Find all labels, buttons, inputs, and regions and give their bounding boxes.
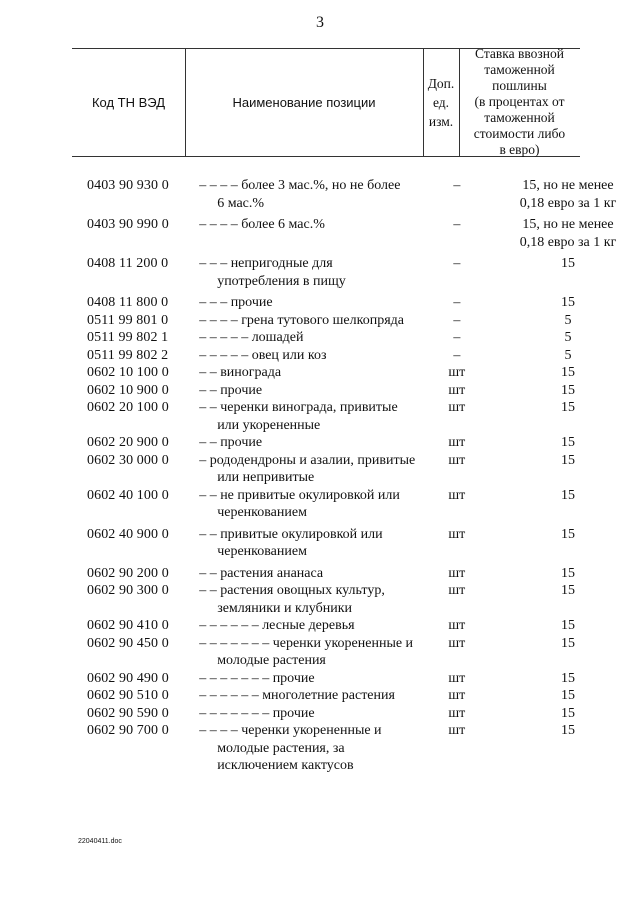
table-row xyxy=(0,687,640,705)
row-name-line-2: 6 мас.% xyxy=(217,195,265,211)
table-row xyxy=(0,399,640,434)
row-name-line-2: молодые растения xyxy=(217,653,326,668)
row-name-line-1: – – – – – – лесные деревья xyxy=(199,618,355,633)
table-row xyxy=(0,434,640,452)
row-code: 0602 40 100 0 xyxy=(87,487,169,503)
row-name xyxy=(199,255,417,290)
table-row xyxy=(0,216,640,251)
row-rate xyxy=(496,312,640,330)
row-rate xyxy=(496,635,640,670)
row-rate xyxy=(496,670,640,688)
row-name-line-1: – – растения ананаса xyxy=(199,565,324,581)
row-name-line-2: молодые растения, за xyxy=(217,740,345,756)
row-name-line-3: исключением кактусов xyxy=(217,758,354,773)
row-name xyxy=(199,670,417,688)
row-rate xyxy=(496,382,640,400)
table-row xyxy=(0,635,640,670)
row-code: 0602 10 100 0 xyxy=(87,365,169,380)
header-unit xyxy=(423,48,459,156)
row-rate xyxy=(496,177,640,212)
row-rate-line-1: 15 xyxy=(561,256,576,271)
row-rate-line-1: 15 xyxy=(561,400,576,415)
row-rate-line-1: 15, но не менее xyxy=(522,217,614,232)
row-rate xyxy=(496,705,640,723)
row-rate xyxy=(496,294,640,312)
row-name xyxy=(199,452,417,487)
row-rate-line-1: 15 xyxy=(561,295,576,310)
table-row xyxy=(0,617,640,635)
row-name-line-2: или укорененные xyxy=(217,417,321,433)
row-rate-line-1: 15 xyxy=(561,583,576,598)
row-unit: шт xyxy=(448,670,466,686)
row-unit: – xyxy=(453,256,461,271)
table-row xyxy=(0,565,640,583)
row-name-line-1: – – растения овощных культур, xyxy=(199,583,385,598)
row-unit: шт xyxy=(448,382,466,398)
header-rate-line-2: таможенной xyxy=(484,62,555,77)
row-rate xyxy=(496,255,640,290)
row-name xyxy=(199,364,417,382)
row-unit: шт xyxy=(448,400,466,415)
row-code: 0602 90 300 0 xyxy=(87,583,169,598)
row-unit: – xyxy=(453,330,461,345)
row-rate xyxy=(496,452,640,487)
row-name-line-2: черенкованием xyxy=(217,505,307,520)
row-unit: – xyxy=(453,312,461,328)
row-name-line-1: – – – – – лошадей xyxy=(199,330,304,345)
row-name-line-2: или непривитые xyxy=(217,470,315,485)
row-unit: шт xyxy=(448,452,466,468)
header-name: Наименование позиции xyxy=(232,94,376,110)
row-unit: шт xyxy=(448,688,466,703)
table-row xyxy=(0,582,640,617)
row-rate-line-1: 15, но не менее xyxy=(522,178,614,193)
row-rate xyxy=(496,487,640,522)
row-name-line-2: употребления в пищу xyxy=(217,273,346,289)
row-name xyxy=(199,382,417,400)
row-code: 0408 11 200 0 xyxy=(87,256,169,271)
row-rate-line-1: 15 xyxy=(561,635,576,651)
row-unit: шт xyxy=(448,705,466,721)
row-rate-line-1: 15 xyxy=(561,705,576,721)
row-name-line-1: – – – – – – многолетние растения xyxy=(199,688,395,703)
table-row xyxy=(0,382,640,400)
row-code: 0408 11 800 0 xyxy=(87,295,169,310)
row-code: 0602 90 410 0 xyxy=(87,618,169,633)
row-name-line-1: – – – – – – – черенки укорененные и xyxy=(199,635,414,651)
header-unit-line-2: ед. xyxy=(432,94,450,110)
row-rate-line-1: 15 xyxy=(561,435,576,450)
table-row xyxy=(0,364,640,382)
row-name-line-1: – – – – – овец или коз xyxy=(199,347,327,363)
row-name-line-1: – – – – более 3 мас.%, но не более xyxy=(199,178,401,193)
header-rate-line-4: (в процентах от xyxy=(474,94,565,109)
row-unit: – xyxy=(453,217,461,232)
row-name xyxy=(199,617,417,635)
row-name xyxy=(199,329,417,347)
tariff-table xyxy=(0,177,640,775)
table-row xyxy=(0,722,640,775)
row-rate xyxy=(496,565,640,583)
row-name xyxy=(199,434,417,452)
row-code: 0602 30 000 0 xyxy=(87,452,169,468)
row-unit: шт xyxy=(448,618,466,633)
row-code: 0602 20 900 0 xyxy=(87,435,169,450)
row-code: 0602 90 590 0 xyxy=(87,705,169,721)
header-rate xyxy=(459,48,580,156)
table-row xyxy=(0,294,640,312)
row-name xyxy=(199,526,417,561)
row-name-line-2: черенкованием xyxy=(217,544,307,559)
row-rate-line-1: 5 xyxy=(564,347,572,363)
row-name-line-1: – – не привитые окулировкой или xyxy=(199,487,400,503)
table-row xyxy=(0,487,640,522)
row-rate xyxy=(496,526,640,561)
table-row xyxy=(0,255,640,290)
row-code: 0602 20 100 0 xyxy=(87,400,169,415)
table-row xyxy=(0,705,640,723)
row-code: 0511 99 801 0 xyxy=(87,312,169,328)
row-code: 0602 40 900 0 xyxy=(87,526,169,542)
row-code: 0403 90 990 0 xyxy=(87,217,169,232)
row-rate xyxy=(496,617,640,635)
row-rate xyxy=(496,216,640,251)
header-rate-line-6: стоимости либо xyxy=(473,126,566,141)
table-row xyxy=(0,347,640,365)
row-rate xyxy=(496,434,640,452)
row-code: 0511 99 802 2 xyxy=(87,347,169,363)
row-rate xyxy=(496,582,640,617)
row-unit: шт xyxy=(448,365,466,380)
row-unit: шт xyxy=(448,635,466,651)
row-rate-line-1: 15 xyxy=(561,487,576,503)
row-unit: – xyxy=(453,295,461,310)
row-name-line-1: – – – прочие xyxy=(199,295,273,310)
row-rate-line-2: 0,18 евро за 1 кг xyxy=(519,195,617,211)
row-name-line-1: – – – – – – – прочие xyxy=(199,670,315,686)
row-unit: шт xyxy=(448,583,466,598)
row-name xyxy=(199,705,417,723)
row-name xyxy=(199,177,417,212)
page-number: 3 xyxy=(316,14,324,31)
row-name xyxy=(199,399,417,434)
row-rate xyxy=(496,722,640,775)
row-unit: шт xyxy=(448,565,466,581)
row-rate-line-1: 15 xyxy=(561,365,576,380)
row-rate-line-1: 15 xyxy=(561,452,576,468)
row-code: 0403 90 930 0 xyxy=(87,178,169,193)
row-rate-line-1: 15 xyxy=(561,670,576,686)
row-name xyxy=(199,294,417,312)
row-name-line-1: – – – – – – – прочие xyxy=(199,705,315,721)
row-rate-line-1: 5 xyxy=(564,312,572,328)
row-rate-line-1: 5 xyxy=(564,330,572,345)
table-row xyxy=(0,329,640,347)
row-name-line-1: – – черенки винограда, привитые xyxy=(199,400,398,415)
row-name-line-1: – – винограда xyxy=(199,365,282,380)
row-code: 0602 90 200 0 xyxy=(87,565,169,581)
row-rate-line-1: 15 xyxy=(561,618,576,633)
row-name-line-1: – – привитые окулировкой или xyxy=(199,526,383,542)
header-rate-line-1: Ставка ввозной xyxy=(475,46,564,61)
row-code: 0602 90 700 0 xyxy=(87,723,169,738)
row-name xyxy=(199,487,417,522)
row-name xyxy=(199,687,417,705)
row-name xyxy=(199,635,417,670)
row-name xyxy=(199,565,417,583)
row-name-line-1: – – – – более 6 мас.% xyxy=(199,217,325,232)
row-rate xyxy=(496,364,640,382)
row-rate-line-1: 15 xyxy=(561,723,576,738)
row-unit: шт xyxy=(448,723,466,738)
row-name-line-1: – – прочие xyxy=(199,382,263,398)
row-name xyxy=(199,582,417,617)
row-unit: шт xyxy=(448,435,466,450)
row-rate xyxy=(496,347,640,365)
row-code: 0602 90 490 0 xyxy=(87,670,169,686)
row-name-line-1: – – – непригодные для xyxy=(199,256,333,271)
table-row xyxy=(0,312,640,330)
row-name xyxy=(199,216,417,251)
header-rate-line-5: таможенной xyxy=(484,110,555,125)
row-rate-line-2: 0,18 евро за 1 кг xyxy=(519,234,617,250)
row-code: 0511 99 802 1 xyxy=(87,330,169,345)
footer-filename: 22040411.doc xyxy=(78,838,122,845)
row-rate-line-1: 15 xyxy=(561,688,576,703)
row-rate-line-1: 15 xyxy=(561,565,576,581)
header-unit-line-1: Доп. xyxy=(427,75,455,91)
row-name xyxy=(199,722,417,775)
row-rate xyxy=(496,687,640,705)
row-name-line-1: – рододендроны и азалии, привитые xyxy=(199,452,416,468)
row-name-line-1: – – прочие xyxy=(199,435,263,450)
row-rate xyxy=(496,399,640,434)
header-unit-line-3: изм. xyxy=(428,113,454,129)
row-rate-line-1: 15 xyxy=(561,382,576,398)
row-rate-line-1: 15 xyxy=(561,526,576,542)
table-row xyxy=(0,177,640,212)
row-name-line-1: – – – – черенки укорененные и xyxy=(199,723,382,738)
row-code: 0602 90 450 0 xyxy=(87,635,169,651)
row-code: 0602 10 900 0 xyxy=(87,382,169,398)
table-row xyxy=(0,526,640,561)
row-unit: – xyxy=(453,347,461,363)
table-row xyxy=(0,670,640,688)
row-rate xyxy=(496,329,640,347)
header-code: Код ТН ВЭД xyxy=(91,94,166,110)
row-unit: – xyxy=(453,178,461,193)
row-unit: шт xyxy=(448,487,466,503)
row-name xyxy=(199,312,417,330)
row-unit: шт xyxy=(448,526,466,542)
table-row xyxy=(0,452,640,487)
row-name-line-1: – – – – грена тутового шелкопряда xyxy=(199,312,404,328)
row-code: 0602 90 510 0 xyxy=(87,688,169,703)
header-rate-line-3: пошлины xyxy=(492,78,547,93)
header-rate-line-7: в евро) xyxy=(499,142,540,157)
row-name xyxy=(199,347,417,365)
row-name-line-2: земляники и клубники xyxy=(217,600,352,616)
